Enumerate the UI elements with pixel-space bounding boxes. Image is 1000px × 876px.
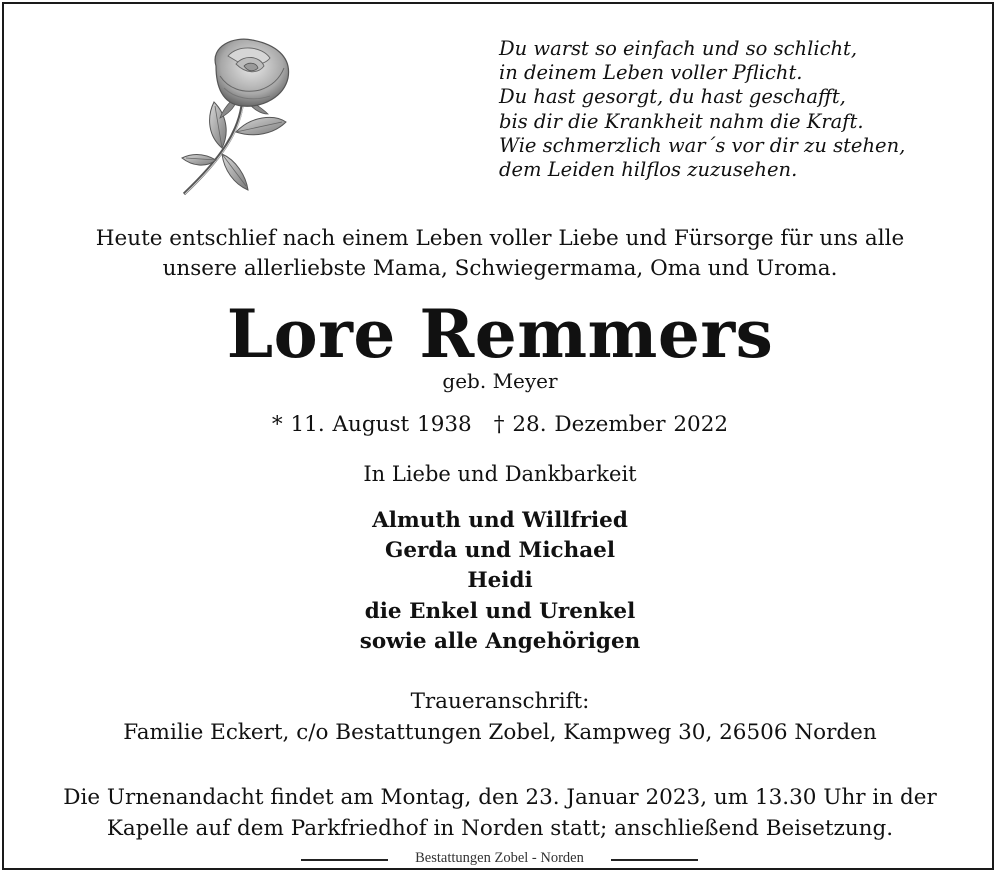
- footer-credit: Bestattungen Zobel - Norden: [415, 850, 584, 866]
- deceased-name: Lore Remmers: [226, 295, 774, 373]
- address-label: Traueranschrift:: [410, 689, 590, 714]
- poem-line: dem Leiden hilflos zuzusehen.: [499, 158, 798, 182]
- mourner: Heidi: [467, 568, 533, 594]
- intro-line: Heute entschlief nach einem Leben voller Liebe und Fürsorge für uns alle: [95, 226, 905, 251]
- address-value: Familie Eckert, c/o Bestattungen Zobel, Kampweg 30, 26506 Norden: [123, 720, 877, 745]
- intro-text: [0, 224, 1000, 284]
- poem-line: Wie schmerzlich war´s vor dir zu stehen,: [499, 133, 906, 157]
- mourners-list: [0, 506, 1000, 657]
- death-date: † 28. Dezember 2022: [493, 412, 729, 437]
- poem: [499, 37, 939, 182]
- mourner: sowie alle Angehörigen: [359, 628, 641, 654]
- mourner: Almuth und Willfried: [372, 508, 628, 533]
- poem-line: bis dir die Krankheit nahm die Kraft.: [499, 109, 864, 133]
- footer: [0, 848, 1000, 868]
- mourning-address: [0, 686, 1000, 748]
- birth-date: * 11. August 1938: [271, 412, 472, 437]
- intro-line: unsere allerliebste Mama, Schwiegermama, Oma und Uroma.: [162, 256, 838, 281]
- footer-rule-right: [611, 859, 698, 861]
- mourner: die Enkel und Urenkel: [364, 598, 636, 624]
- birth-name: geb. Meyer: [442, 369, 558, 393]
- service-info: [0, 782, 1000, 844]
- service-line: Die Urnenandacht findet am Montag, den 23. Januar 2023, um 13.30 Uhr in der: [63, 785, 937, 810]
- service-line: Kapelle auf dem Parkfriedhof in Norden statt; anschließend Beisetzung.: [106, 816, 894, 841]
- poem-line: in deinem Leben voller Pflicht.: [499, 61, 803, 85]
- footer-rule-left: [301, 859, 388, 861]
- rose-icon: [176, 36, 306, 198]
- poem-line: Du warst so einfach und so schlicht,: [499, 37, 858, 60]
- mourner: Gerda und Michael: [384, 538, 616, 564]
- life-dates: [0, 409, 1000, 441]
- gratitude-line: In Liebe und Dankbarkeit: [363, 462, 637, 486]
- poem-line: Du hast gesorgt, du hast geschafft,: [499, 85, 846, 109]
